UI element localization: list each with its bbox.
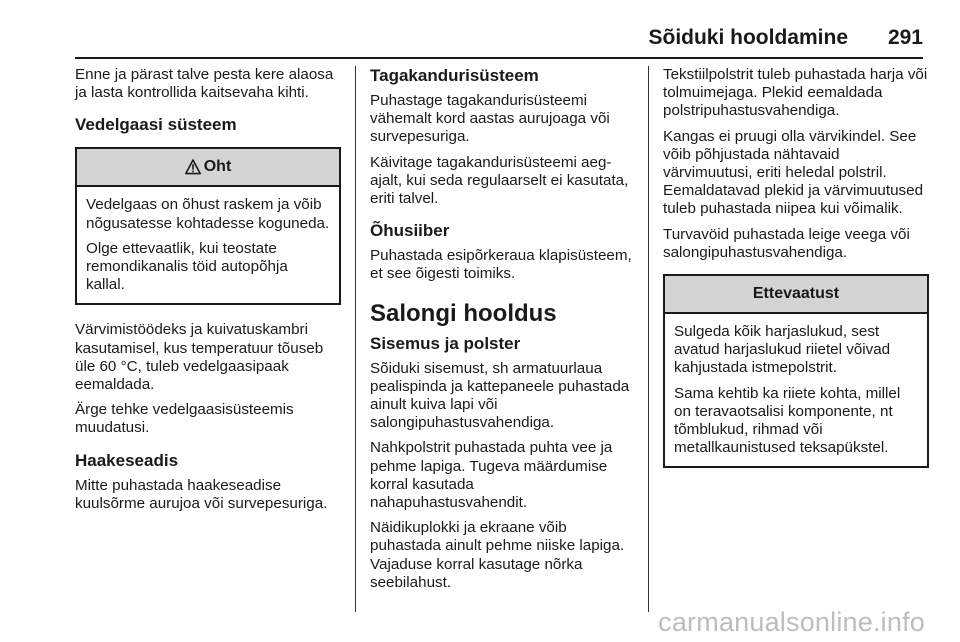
heading-sisemus-ja-polster: Sisemus ja polster: [370, 333, 521, 353]
caution-box: [663, 274, 929, 468]
caution-box-title: Ettevaatust: [752, 285, 840, 303]
page-number: 291: [887, 26, 923, 49]
paragraph-displays: Näidikuplokki ja ekraane võib puhastada ainult pehme niiske lapiga. Vajaduse korral kasutage nõrka seebilahust.: [370, 519, 625, 591]
heading-haakeseadis: Haakeseadis: [75, 450, 179, 470]
column-divider-1: [355, 66, 356, 612]
heading-salongi-hooldus: Salongi hooldus: [370, 299, 557, 327]
column-1: [75, 66, 341, 520]
heading-ohusiiber: Õhusiiber: [370, 221, 450, 241]
warning-box-body: [77, 187, 339, 303]
column-2: [370, 66, 634, 599]
paragraph-carrier-operate: Käivitage tagakandurisüsteemi aeg-ajalt, kui seda regulaarselt ei kasutata, eriti talvel.: [370, 153, 629, 208]
paragraph-winter-wash: Enne ja pärast talve pesta kere alaosa ja lasta kontrollida kaitsevaha kihti.: [75, 66, 334, 102]
paragraph-towbar: Mitte puhastada haakeseadise kuulsõrme aurujoa või survepesuriga.: [75, 476, 328, 512]
caution-box-body: [665, 314, 927, 466]
paragraph-seatbelts: Turvavöid puhastada leige veega või salongipuhastusvahendiga.: [663, 225, 910, 261]
paragraph-paint-booth: Värvimistöödeks ja kuivatuskambri kasutamisel, kus temperatuur tõuseb üle 60 °C, tuleb vedelgaasipaak eemaldada.: [75, 321, 324, 394]
warning-paragraph-2: Olge ettevaatlik, kui teostate remondikanalis töid autopõhja kallal.: [86, 239, 288, 294]
warning-box-header: [77, 149, 339, 187]
caution-box-header: [665, 276, 927, 314]
heading-tagakandurisysteem: Tagakandurisüsteem: [370, 66, 539, 85]
paragraph-interior-clean: Sõiduki sisemust, sh armatuurlaua pealispinda ja kattepaneele puhastada ainult kuiva lapi või salongipuhastusvahendiga.: [370, 359, 630, 432]
watermark: carmanualsonline.info: [658, 607, 925, 637]
warning-box: [75, 147, 341, 305]
heading-vedelgaasi-systeem: Vedelgaasi süsteem: [75, 115, 237, 135]
paragraph-textile: Tekstiilpolstrit tuleb puhastada harja või tolmuimejaga. Plekid eemaldada polstripuhastusvahendiga.: [663, 66, 928, 120]
caution-paragraph-1: Sulgeda kõik harjaslukud, sest avatud harjaslukud riietel võivad kahjustada istmepolstrit.: [674, 323, 891, 377]
header-rule: [75, 57, 923, 59]
warning-triangle-icon: [185, 159, 201, 175]
section-title: Sõiduki hooldamine: [648, 26, 848, 49]
paragraph-leather: Nahkpolstrit puhastada puhta vee ja pehme lapiga. Tugeva määrdumise korral kasutada nahapuhastusvahendit.: [370, 439, 613, 512]
paragraph-fabric-colour: Kangas ei pruugi olla värvikindel. See võib põhjustada nähtavaid värvimuutusi, eriti heledal polstril. Eemaldatavad plekid ja värvimuutused tuleb puhastada niipea kui võimalik.: [663, 127, 924, 218]
column-divider-2: [648, 66, 649, 612]
caution-paragraph-2: Sama kehtib ka riiete kohta, millel on teravaotsalisi komponente, nt tõmblukud, rihmad või metallkaunistused teksapükstel.: [674, 384, 901, 457]
warning-paragraph-1: Vedelgaas on õhust raskem ja võib nõgusatesse kohtadesse koguneda.: [86, 196, 330, 232]
page-header: [0, 26, 960, 56]
warning-box-title: Oht: [203, 158, 232, 176]
paragraph-no-modifications: Ärge tehke vedelgaasisüsteemis muudatusi.: [75, 401, 294, 437]
paragraph-air-shutter: Puhastada esipõrkeraua klapisüsteem, et see õigesti toimiks.: [370, 247, 632, 283]
column-3: [663, 66, 929, 484]
paragraph-carrier-clean: Puhastage tagakandurisüsteemi vähemalt kord aastas aurujoaga või survepesuriga.: [370, 92, 610, 146]
